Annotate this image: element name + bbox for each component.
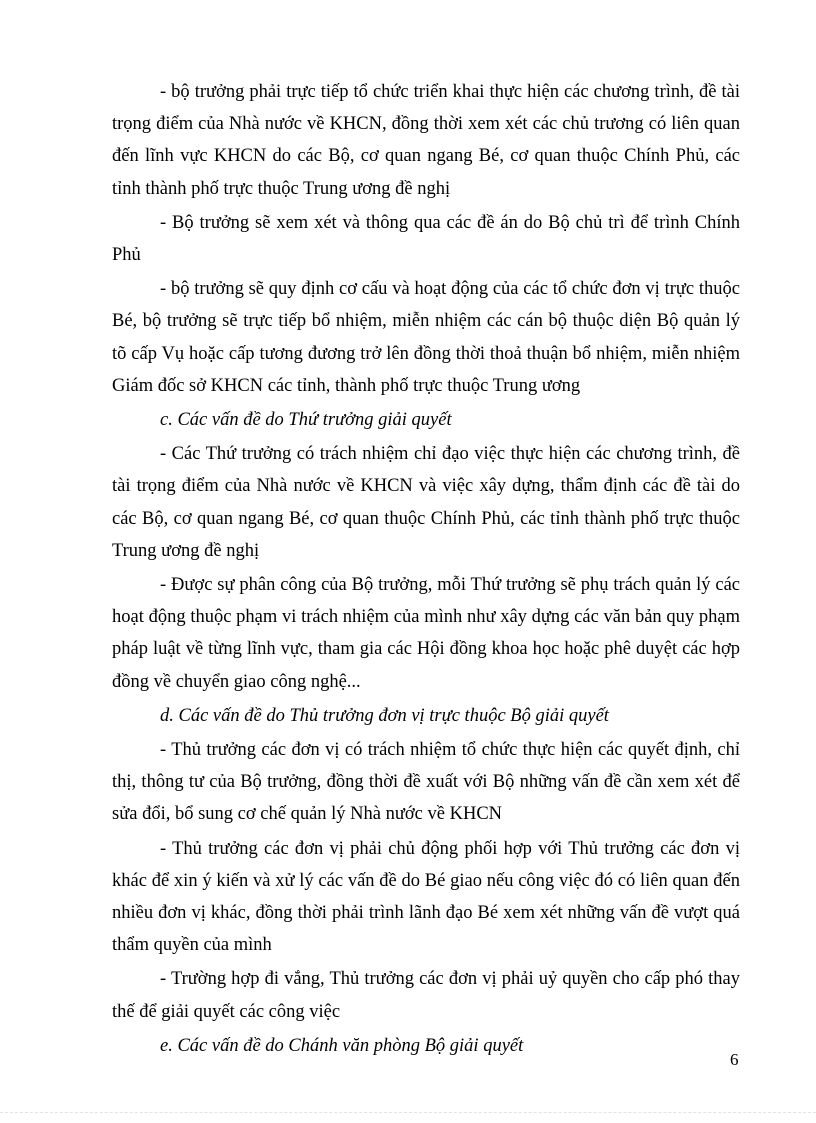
document-body bbox=[112, 76, 740, 1064]
paragraph-unit-heads-coordination: - Thủ trưởng các đơn vị phải chủ động phối hợp với Thủ trưởng các đơn vị khác để xin ý kiến và xử lý các vấn đề do Bé giao nếu công việc đó có liên quan đến nhiều đơn vị khác, đồng thời phải trình lãnh đạo Bé xem xét những vấn đề vượt quá thẩm quyền của mình bbox=[112, 838, 740, 956]
paragraph-unit-heads-delegation: - Trường hợp đi vắng, Thủ trưởng các đơn vị phải uỷ quyền cho cấp phó thay thế để giải quyết các công việc bbox=[112, 969, 740, 1022]
section-heading-chief-of-office: e. Các vấn đề do Chánh văn phòng Bộ giải quyết bbox=[160, 1035, 524, 1056]
paragraph-minister-approve-projects: - Bộ trưởng sẽ xem xét và thông qua các đề án do Bộ chủ trì để trình Chính Phủ bbox=[112, 212, 740, 266]
paragraph-minister-direct-programs: - bộ trưởng phải trực tiếp tổ chức triển khai thực hiện các chương trình, đề tài trọng điểm của Nhà nước về KHCN, đồng thời xem xét các chủ trương có liên quan đến lĩnh vực KHCN do các Bộ, cơ quan ngang Bé, cơ quan thuộc Chính Phủ, các tỉnh thành phố trực thuộc Trung ương đề nghị bbox=[112, 82, 740, 199]
paragraph-deputy-responsibilities: - Các Thứ trưởng có trách nhiệm chỉ đạo việc thực hiện các chương trình, đề tài trọng điểm của Nhà nước về KHCN và việc xây dựng, thẩm định các đề tài do các Bộ, cơ quan ngang Bé, cơ quan thuộc Chính Phủ, các tỉnh thành phố trực thuộc Trung ương đề nghị bbox=[112, 444, 740, 561]
section-heading-unit-heads: d. Các vấn đề do Thủ trưởng đơn vị trực thuộc Bộ giải quyết bbox=[160, 705, 609, 726]
paragraph-unit-heads-implementation: - Thủ trưởng các đơn vị có trách nhiệm tổ chức thực hiện các quyết định, chỉ thị, thông tư của Bộ trưởng, đồng thời đề xuất với Bộ những vấn đề cần xem xét để sửa đổi, bổ sung cơ chế quản lý Nhà nước về KHCN bbox=[112, 740, 740, 825]
section-heading-deputy-minister: c. Các vấn đề do Thứ trưởng giải quyết bbox=[160, 410, 452, 431]
paragraph-minister-structure-appointments: - bộ trưởng sẽ quy định cơ cấu và hoạt động của các tổ chức đơn vị trực thuộc Bé, bộ trưởng sẽ trực tiếp bổ nhiệm, miễn nhiệm các cán bộ thuộc diện Bộ quản lý tõ cấp Vụ hoặc cấp tương đương trở lên đồng thời thoả thuận bổ nhiệm, miễn nhiệm Giám đốc sở KHCN các tỉnh, thành phố trực thuộc Trung ương bbox=[112, 279, 740, 396]
paragraph-deputy-assignments: - Được sự phân công của Bộ trưởng, mỗi Thứ trưởng sẽ phụ trách quản lý các hoạt động thuộc phạm vi trách nhiệm của mình như xây dựng các văn bản quy phạm pháp luật về từng lĩnh vực, tham gia các Hội đồng khoa học hoặc phê duyệt các hợp đồng về chuyển giao công nghệ... bbox=[112, 575, 740, 692]
page-bottom-divider bbox=[0, 1112, 816, 1113]
page-number: 6 bbox=[730, 1050, 739, 1069]
